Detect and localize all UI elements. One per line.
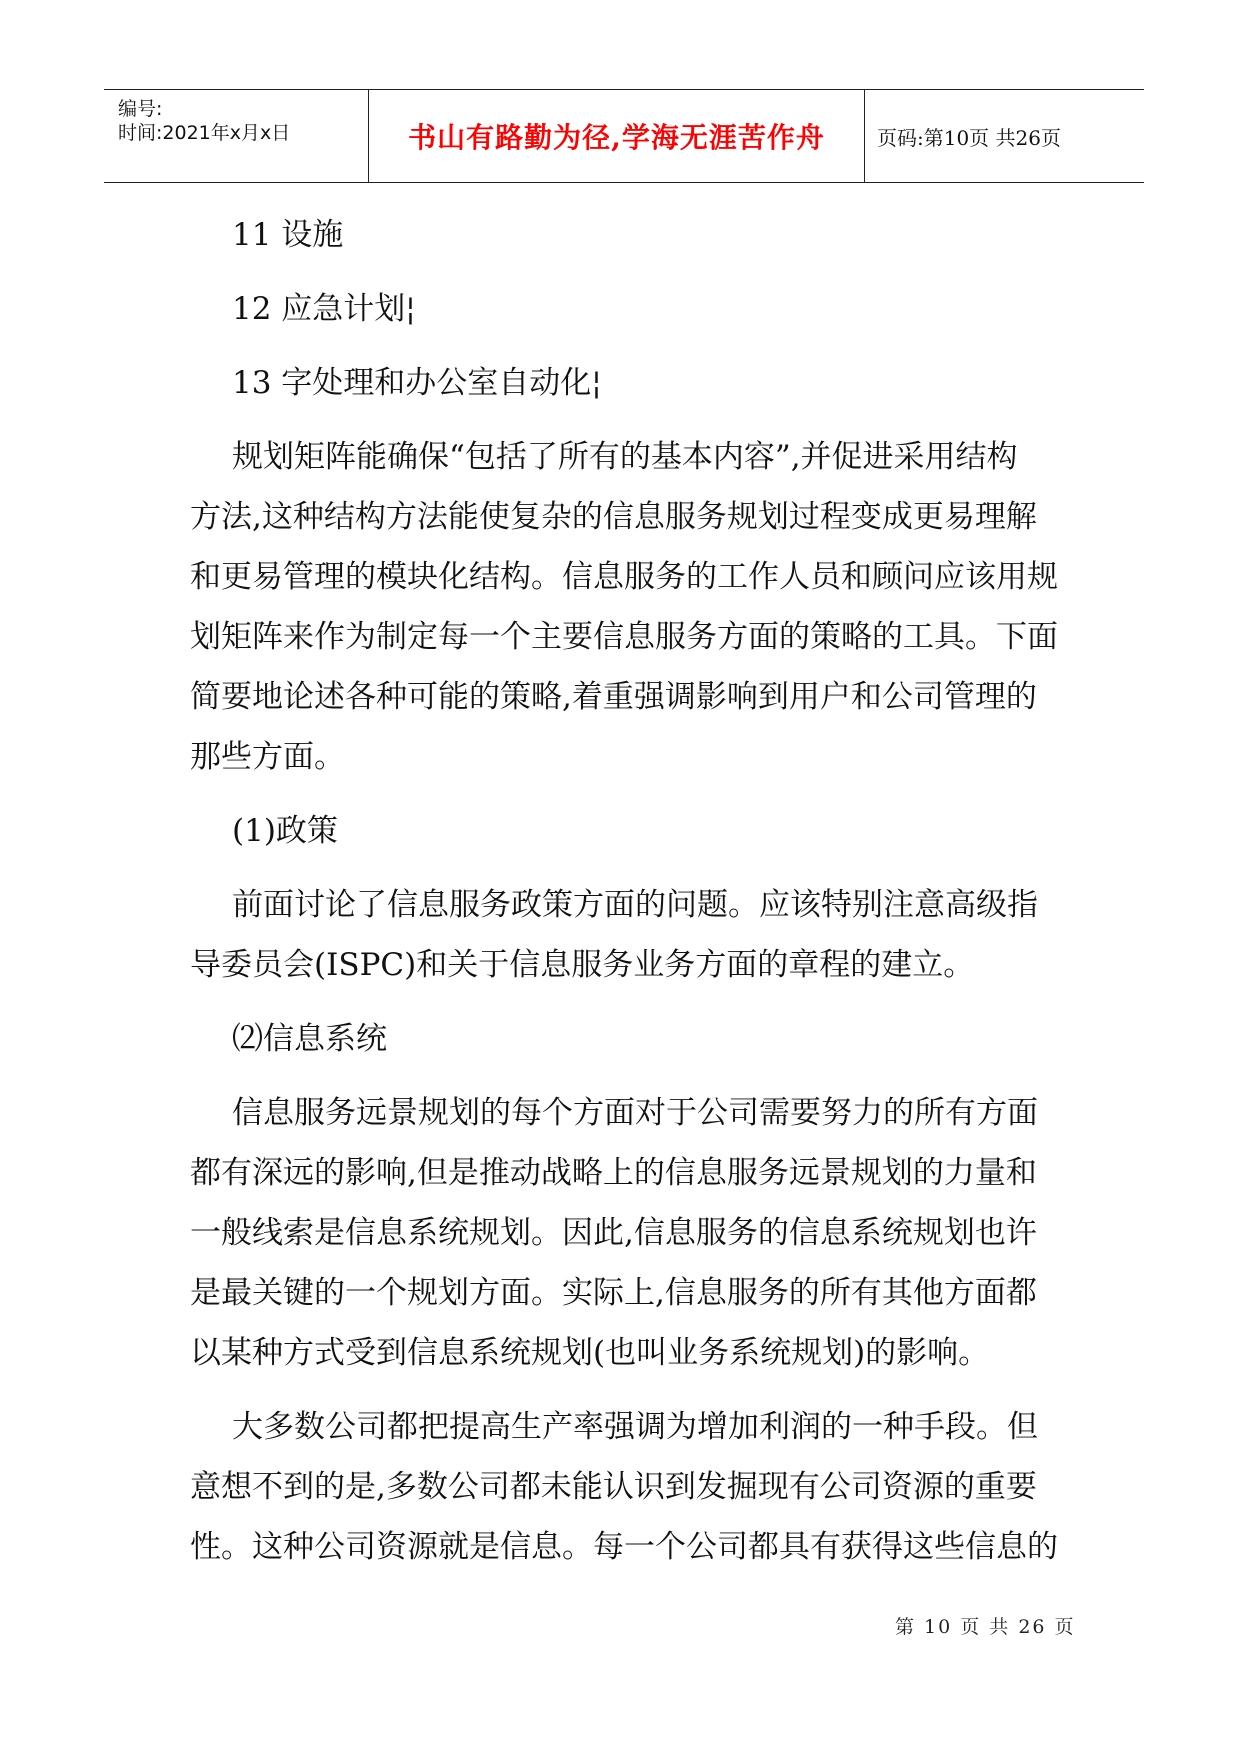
header-left-cell [104, 90, 369, 182]
paragraph-line: 以某种方式受到信息系统规划(也叫业务系统规划)的影响。 [190, 1335, 990, 1371]
document-time-label: 时间:2021年x月x日 [118, 122, 291, 144]
paragraph-productivity [190, 1397, 1062, 1577]
section-heading-information-systems: ⑵信息系统 [232, 1021, 387, 1057]
paragraph-line: 性。这种公司资源就是信息。每一个公司都具有获得这些信息的 [190, 1529, 1058, 1565]
paragraph-information-systems [190, 1083, 1062, 1383]
paragraph-line: 一般线索是信息系统规划。因此,信息服务的信息系统规划也许 [190, 1215, 1037, 1251]
paragraph-line: 那些方面。 [190, 739, 345, 775]
paragraph-line: 信息服务远景规划的每个方面对于公司需要努力的所有方面 [232, 1095, 1038, 1131]
paragraph-line: 大多数公司都把提高生产率强调为增加利润的一种手段。但 [232, 1409, 1038, 1445]
document-body [190, 205, 1062, 1577]
paragraph-line: 和更易管理的模块化结构。信息服务的工作人员和顾问应该用规 [190, 559, 1058, 595]
paragraph-policy [190, 875, 1062, 995]
list-item-13: 13 字处理和办公室自动化¦ [232, 365, 602, 401]
paragraph-line: 规划矩阵能确保“包括了所有的基本内容”,并促进采用结构 [232, 439, 1018, 475]
header-motto: 书山有路勤为径,学海无涯苦作舟 [408, 121, 825, 154]
paragraph-line: 划矩阵来作为制定每一个主要信息服务方面的策略的工具。下面 [190, 619, 1058, 655]
paragraph-line: 都有深远的影响,但是推动战略上的信息服务远景规划的力量和 [190, 1155, 1037, 1191]
paragraph-line: 导委员会(ISPC)和关于信息服务业务方面的章程的建立。 [190, 947, 975, 983]
paragraph-line: 方法,这种结构方法能使复杂的信息服务规划过程变成更易理解 [190, 499, 1037, 535]
header-page-info: 页码:第10页 共26页 [877, 125, 1061, 150]
list-item-12: 12 应急计划¦ [232, 291, 416, 327]
list-item-11: 11 设施 [232, 217, 344, 253]
paragraph-line: 前面讨论了信息服务政策方面的问题。应该特别注意高级指 [232, 887, 1038, 923]
paragraph-line: 是最关键的一个规划方面。实际上,信息服务的所有其他方面都 [190, 1275, 1037, 1311]
section-heading-policy: (1)政策 [232, 813, 338, 849]
paragraph-line: 意想不到的是,多数公司都未能认识到发掘现有公司资源的重要 [190, 1469, 1037, 1505]
footer-page-number: 第 10 页 共 26 页 [895, 1616, 1076, 1638]
document-number-label: 编号: [118, 98, 163, 120]
paragraph-planning-matrix [190, 427, 1062, 787]
header-table [104, 89, 1144, 183]
header-motto-cell [369, 90, 865, 182]
paragraph-line: 简要地论述各种可能的策略,着重强调影响到用户和公司管理的 [190, 679, 1037, 715]
header-page-cell [865, 90, 1144, 182]
